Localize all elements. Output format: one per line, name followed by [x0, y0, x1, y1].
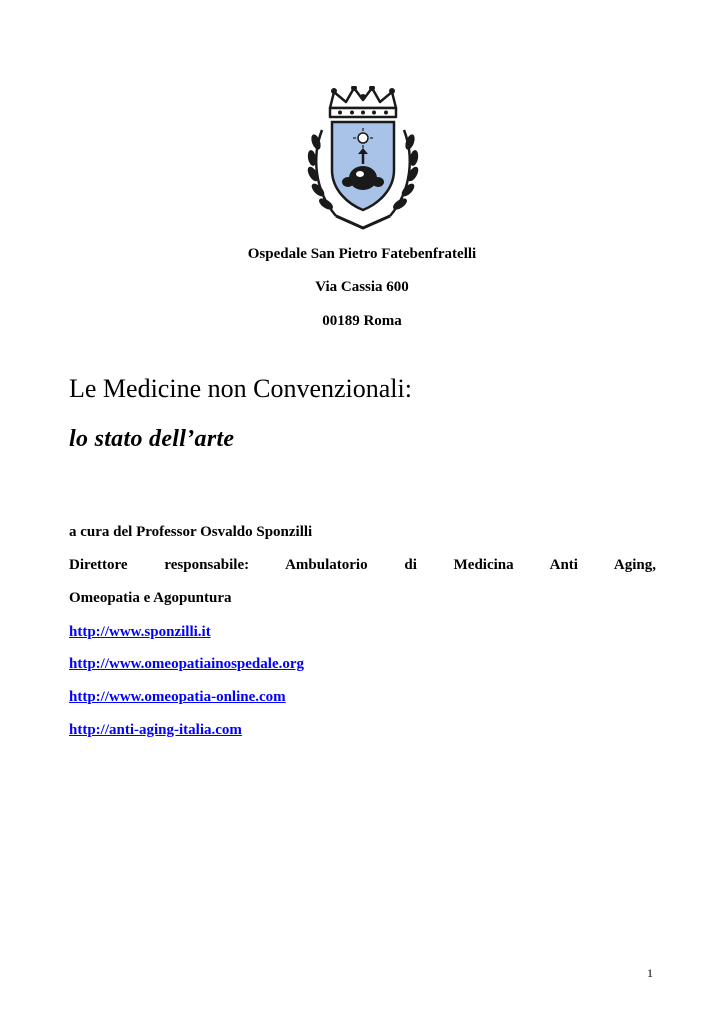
link-omeopatiainospedale[interactable]: http://www.omeopatiainospedale.org: [69, 656, 305, 672]
role-line-2: Omeopatia e Agopuntura: [69, 590, 232, 606]
author-line: a cura del Professor Osvaldo Sponzilli: [69, 524, 313, 540]
institution-city: 00189 Roma: [322, 313, 402, 329]
coat-of-arms-icon: [300, 86, 426, 232]
institution-street: Via Cassia 600: [315, 279, 409, 295]
link-anti-aging-italia[interactable]: http://anti-aging-italia.com: [69, 722, 242, 738]
link-omeopatia-online[interactable]: http://www.omeopatia-online.com: [69, 689, 286, 705]
link-sponzilli[interactable]: http://www.sponzilli.it: [69, 624, 211, 640]
document-title: Le Medicine non Convenzionali:: [69, 374, 412, 403]
page-number: 1: [647, 966, 653, 980]
role-line-1: Direttore responsabile: Ambulatorio di Medicina Anti Aging,: [69, 557, 656, 573]
document-subtitle: lo stato dell’arte: [69, 426, 235, 452]
institution-name: Ospedale San Pietro Fatebenfratelli: [247, 246, 477, 262]
